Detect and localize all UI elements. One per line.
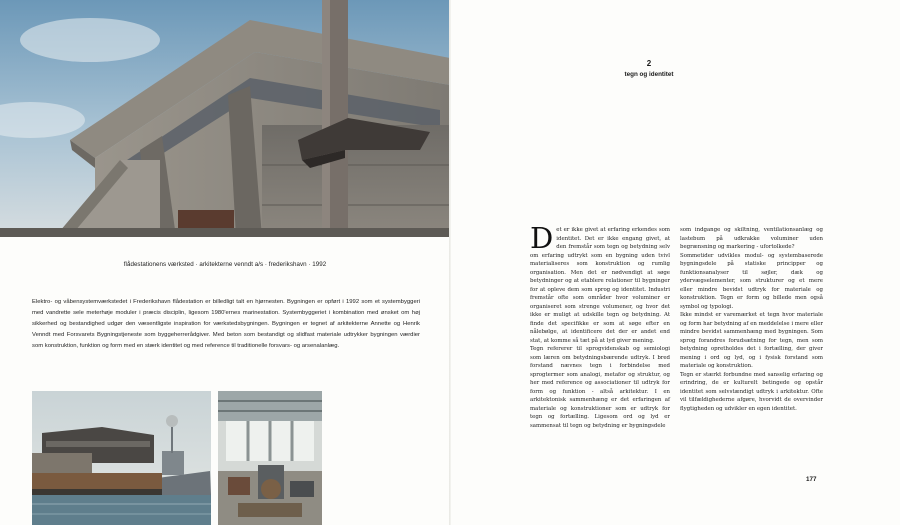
paragraph: Sommetider udvikles modul- og systembaserede bygningsdele på statiske principper og funktionsanalyser til søjler, dæk og ydervægselementer, som strukturer og et mere eller mindre bevidst udtryk for materiale og konstruktion. Tegn er form og billede men også symbol og typologi. xyxy=(680,252,823,310)
page-number: 177 xyxy=(806,476,817,483)
paragraph: Tegn er stærkt forbundne med sanselig erfaring og erindring, de er kulturelt betingede og opstår identitet som selvstændigt udtryk i arkitektur. Ofte vil tilfældighederne afgøre, hvorvidt de overvinder flygtigheden og udvikler en egen identitet. xyxy=(680,371,823,412)
chapter-title: tegn og identitet xyxy=(624,71,674,78)
hero-photo-caption: flådestationens værksted · arkitekterne venndt a/s · frederikshavn · 1992 xyxy=(123,261,327,268)
text-column-2 xyxy=(680,226,823,413)
workshop-interior-photo xyxy=(218,391,322,525)
paragraph: Tegn refererer til sprogvidenskab og semiologi som læren om betydningsbærende udtryk. I bred forstand nævnes tegn i forbindelse med sprogtermer som analogi, metafor og struktur, og her med reference og associationer til udtryk for form og funktion - altså arkitektur. I en arkitektonisk sammenhæng er det erfaringen af materiale og konstruktioner som er udtryk for tegn og fortælling. Ligesom ord og lyd er sammensat til tegn og betydning er bygningsdele xyxy=(530,346,670,429)
naval-station-dock-photo xyxy=(32,391,211,525)
left-body-text: Elektro- og våbensystemværkstedet i Frederikshavn flådestation er billedligt talt en hjørnesten. Bygningen er opført i 1992 som et systembyggeri med vandrette sele meterhøje moduler i præcis disciplin, ligesom 1980'ernes marinestation. Systembyggeriet i kombination med ønsket om høj sikkerhed og bestandighed udgør den væsentligste inspiration for værkstedsbygningen. Bygningen er tegnet af arkitekterne Annette og Henrik Venndt med Forsvarets Bygningstjeneste som byggeherrerådgiver. Med beton som bestandigt og slidfast materiale udtrykker bygningen værdier som konstruktion, funktion og form med en stærk identitet og med reference til traditionelle forsvars- og arsenalanlæg. xyxy=(32,299,420,349)
workshop-building-photo xyxy=(0,0,450,237)
text-column-1 xyxy=(530,221,670,430)
drop-cap: D xyxy=(530,221,554,255)
page-gutter xyxy=(449,0,451,525)
paragraph: som indgange og skiltning, ventilationsanlæg og lastebum på udkrakke voluminer uden begrænsning og markering - ufortolkede? xyxy=(680,227,823,251)
paragraph: Ikke mindst er varemærket et tegn hvor materiale og form har betydning af en meddelelse i mere eller mindre bevidst sammenhæng med bygningen. Som sprog forandres forudsætning for tegn, men som betydning opretholdes det i fortælling, der giver mening i ord og lyd, og i fysisk forstand som materiale og konstruktion. xyxy=(680,312,823,370)
paragraph: et er ikke givet at erfaring erkendes som identitet. Det er ikke engang givet, at den fremstår som tegn og betydning selv om erfaring udtrykt som en bygning uden tvivl materialiseres som konstruktion og rumlig organisation. Men det er nødvendigt at søge betydninger og at etablere relationer til bygninger for at opleve dem som sprog og identitet. Industri fremstår ofte som områder hvor voluminer er organiseret som strenge volumener, og hvor det ikke er muligt at udskille tegn og betydning. At finde det specifikke er som at søge efter en nålebølge, at identificere det der er andet end stat, at komme så tæt på at lyd giver mening. xyxy=(530,227,670,344)
chapter-number: 2 xyxy=(646,59,652,68)
